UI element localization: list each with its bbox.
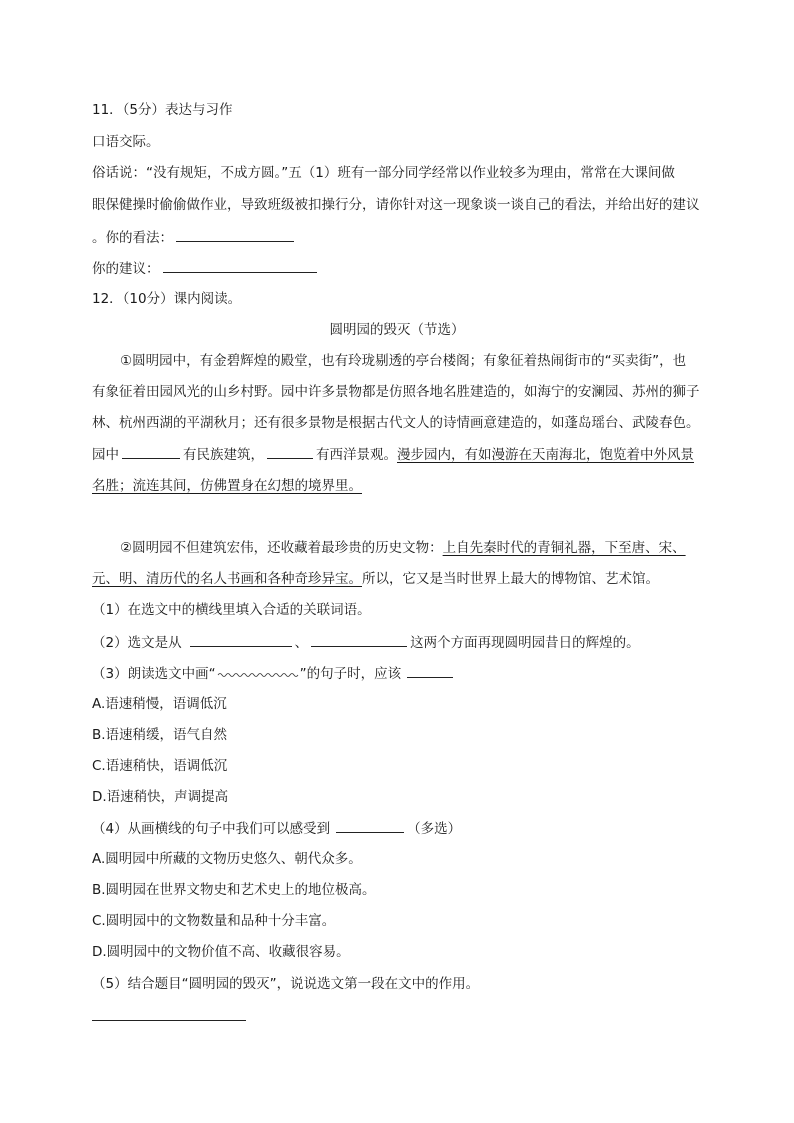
- p1-line-2: 有象征着田园风光的山乡村野。园中许多景物都是仿照各地名胜建造的，如海宁的安澜园、苏州的狮子: [92, 384, 700, 400]
- p2-underlined-1: 上自先秦时代的青铜礼器，下至唐、宋、: [442, 540, 686, 556]
- p1-line-3: 林、杭州西湖的平湖秋月；还有很多景物是根据古代文人的诗情画意建造的，如蓬岛瑶台、武陵春色。: [92, 415, 700, 431]
- sub-q5: （5）结合题目“圆明园的毁灭”，说说选文第一段在文中的作用。: [92, 976, 480, 992]
- q11-line-1: 口语交际。: [92, 134, 160, 150]
- p1-line-4-b: 有民族建筑，: [183, 447, 264, 463]
- sub-q3-option-d[interactable]: D.语速稍快，声调提高: [92, 789, 229, 805]
- sub-q4-a: （4）从画横线的句子中我们可以感受到: [92, 821, 331, 837]
- sub-q3-option-a[interactable]: A.语速稍慢，语调低沉: [92, 696, 227, 712]
- p2-line-2-b: 所以，它又是当时世界上最大的博物馆、艺术馆。: [362, 571, 659, 587]
- q11-header: 11．（5分）表达与习作: [92, 102, 233, 118]
- p1-underlined-2: 名胜；流连其间，仿佛置身在幻想的境界里。: [92, 478, 362, 494]
- conjunction-blank-2[interactable]: [267, 444, 313, 459]
- p2-line-1: [120, 538, 686, 558]
- p2-line-1-a: ②圆明园不但建筑宏伟，还收藏着最珍贵的历史文物：: [120, 540, 443, 556]
- p1-line-4-c: 有西洋景观。: [316, 447, 397, 463]
- sub-q3-option-c[interactable]: C.语速稍快，语调低沉: [92, 758, 228, 774]
- sub-q4-option-d[interactable]: D.圆明园中的文物价值不高、收藏很容易。: [92, 944, 350, 960]
- sub-q3-a: （3）朗读选文中画“: [92, 666, 216, 682]
- p1-underlined-1: 漫步园内，有如漫游在天南海北，饱览着中外风景: [397, 447, 694, 463]
- sub-q4-option-a[interactable]: A.圆明园中所藏的文物历史悠久、朝代众多。: [92, 851, 362, 867]
- sub-q2-a: （2）选文是从: [92, 635, 182, 651]
- sub-q2-sep: 、: [294, 635, 309, 651]
- sub-q4: [92, 818, 461, 839]
- p1-line-1: ①圆明园中，有金碧辉煌的殿堂，也有玲珑剔透的亭台楼阁；有象征着热闹街市的“买卖街”，也: [120, 353, 687, 369]
- p1-line-4: [92, 444, 694, 465]
- passage-title: 圆明园的毁灭（节选）: [329, 322, 465, 338]
- sub-q1: （1）在选文中的横线里填入合适的关联词语。: [92, 602, 371, 618]
- suggestion-blank[interactable]: [163, 258, 317, 273]
- opinion-blank[interactable]: [176, 227, 294, 242]
- q11-line-2: 俗话说：“没有规矩，不成方圆。”五（1）班有一部分同学经常以作业较多为理由，常常在大课间做: [92, 165, 675, 181]
- q11-suggestion-label: 你的建议：: [92, 261, 160, 277]
- wavy-underline-icon: [217, 666, 299, 678]
- sub-q4-option-b[interactable]: B.圆明园在世界文物史和艺术史上的地位极高。: [92, 882, 376, 898]
- p1-line-4-a: 园中: [92, 447, 119, 463]
- sub-q3: [92, 663, 456, 684]
- p2-line-2: [92, 569, 659, 589]
- feeling-blank[interactable]: [336, 818, 404, 833]
- q11-line-5: [92, 258, 320, 279]
- sub-q4-b: （多选）: [407, 821, 462, 837]
- answer-blank[interactable]: [92, 1020, 246, 1021]
- q11-line-4: [92, 227, 297, 248]
- q12-header: 12．（10分）课内阅读。: [92, 291, 242, 307]
- q11-opinion-label: 。你的看法：: [92, 230, 173, 246]
- sub-q3-option-b[interactable]: B.语速稍缓，语气自然: [92, 727, 228, 743]
- q11-line-3: 眼保健操时偷偷做作业，导致班级被扣操行分，请你针对这一现象谈一谈自己的看法，并给出好的建议: [92, 197, 700, 213]
- sub-q2: [92, 632, 640, 653]
- sub-q3-b: ”的句子时，应该: [299, 666, 402, 682]
- sub-q4-option-c[interactable]: C.圆明园中的文物数量和品种十分丰富。: [92, 913, 336, 929]
- p2-underlined-2: 元、明、清历代的名人书画和各种奇珍异宝。: [92, 571, 362, 587]
- conjunction-blank-1[interactable]: [122, 444, 180, 459]
- sub-q2-c: 这两个方面再现圆明园昔日的辉煌的。: [410, 635, 640, 651]
- aspect-blank-2[interactable]: [311, 632, 407, 647]
- aspect-blank-1[interactable]: [190, 632, 292, 647]
- reading-blank[interactable]: [407, 663, 453, 678]
